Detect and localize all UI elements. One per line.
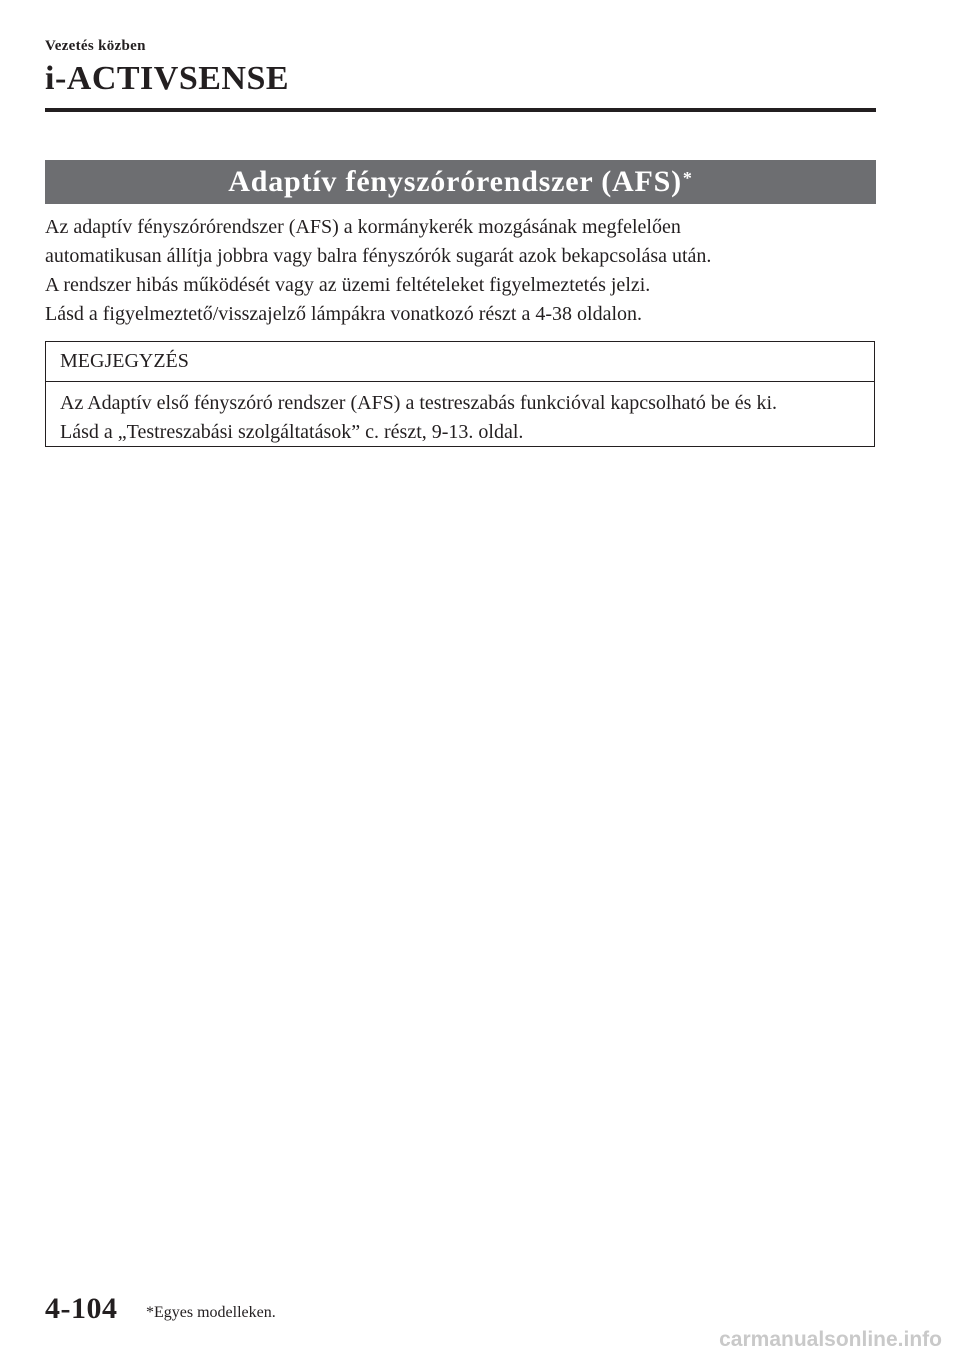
note-line: Lásd a „Testreszabási szolgáltatások” c. részt, 9-13. oldal. — [60, 421, 524, 443]
footnote: *Egyes modelleken. — [146, 1304, 276, 1321]
page-number: 4-104 — [45, 1292, 118, 1325]
chapter-title: i-ACTIVSENSE — [45, 60, 290, 97]
running-head: Vezetés közben — [45, 38, 146, 54]
body-line: A rendszer hibás működését vagy az üzemi feltételeket figyelmeztetés jelzi. — [45, 274, 651, 296]
note-line: Az Adaptív első fényszóró rendszer (AFS) a testreszabás funkcióval kapcsolható be és ki. — [60, 392, 778, 414]
chapter-divider — [45, 108, 876, 112]
body-line: Az adaptív fényszórórendszer (AFS) a kormánykerék mozgásának megfelelően — [45, 216, 681, 238]
note-title: MEGJEGYZÉS — [46, 342, 874, 382]
body-paragraph — [45, 213, 875, 329]
note-box — [45, 341, 875, 447]
note-body — [46, 382, 874, 447]
watermark-link[interactable]: carmanualsonline.info — [719, 1328, 942, 1351]
body-line: automatikusan állítja jobbra vagy balra fényszórók sugarát azok bekapcsolása után. — [45, 245, 712, 267]
section-title-banner — [45, 160, 876, 204]
section-title-marker: * — [682, 167, 693, 188]
body-line: Lásd a figyelmeztető/visszajelző lámpákra vonatkozó részt a 4-38 oldalon. — [45, 303, 643, 325]
section-title: Adaptív fényszórórendszer (AFS) — [228, 165, 682, 198]
